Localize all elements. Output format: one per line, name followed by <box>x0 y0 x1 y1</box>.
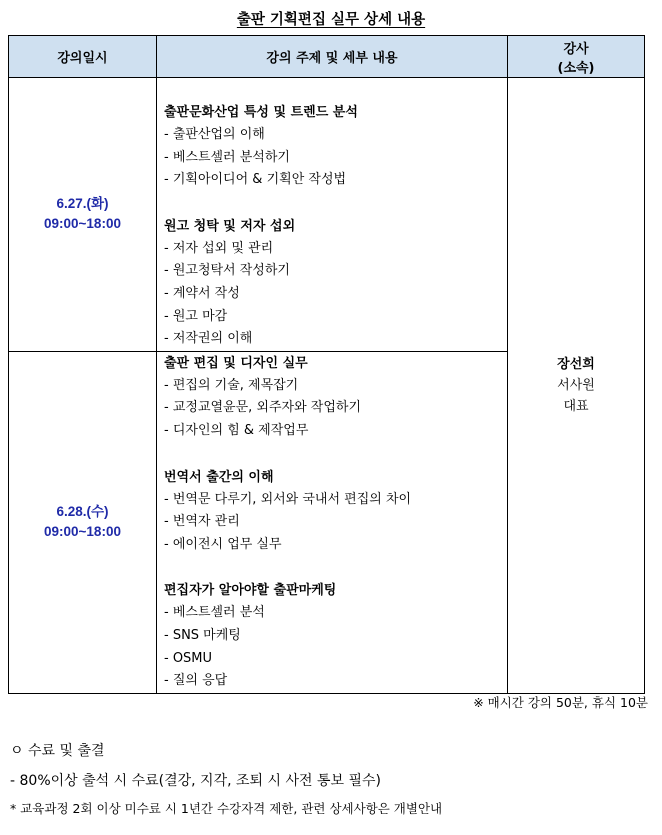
session-2-content <box>157 351 508 693</box>
schedule-table <box>8 35 645 694</box>
list-item: - 에이전시 업무 실무 <box>164 536 282 552</box>
completion-heading: ㅇ 수료 및 출결 <box>10 743 105 759</box>
session-2-datetime <box>9 351 157 693</box>
list-item: - 교정교열윤문, 외주자와 작업하기 <box>164 400 362 416</box>
page-title: 출판 기획편집 실무 상세 내용 <box>236 12 426 28</box>
list-item: - 번역문 다루기, 외서와 국내서 편집의 차이 <box>164 491 412 507</box>
instructor-name: 장선희 <box>557 356 595 372</box>
list-item: - 질의 응답 <box>164 673 228 689</box>
list-item: - 원고청탁서 작성하기 <box>164 263 290 279</box>
section-title: 출판 편집 및 디자인 실무 <box>164 355 308 371</box>
list-item: - SNS 마케팅 <box>164 627 241 643</box>
header-topic: 강의 주제 및 세부 내용 <box>157 36 508 78</box>
section-title: 출판문화산업 특성 및 트렌드 분석 <box>164 105 358 120</box>
list-item: - 디자인의 힘 & 제작업무 <box>164 422 309 438</box>
completion-footnote: * 교육과정 2회 이상 미수료 시 1년간 수강자격 제한, 관련 상세사항은 개별안내 <box>10 801 443 816</box>
list-item: - 출판산업의 이해 <box>164 127 265 142</box>
list-item: - 저자 섭외 및 관리 <box>164 240 274 256</box>
list-item: - 번역자 관리 <box>164 514 240 530</box>
session-1-time: 09:00~18:00 <box>44 216 121 232</box>
section-title: 원고 청탁 및 저자 섭외 <box>164 218 296 234</box>
instructor-role: 대표 <box>563 398 589 414</box>
list-item: - 베스트셀러 분석 <box>164 605 265 621</box>
session-2-time: 09:00~18:00 <box>44 524 121 540</box>
session-1-date: 6.27.(화) <box>56 196 109 212</box>
completion-rule: - 80%이상 출석 시 수료(결강, 지각, 조퇴 시 사전 통보 필수) <box>10 773 381 789</box>
instructor-cell <box>508 78 645 694</box>
list-item: - 저작권의 이해 <box>164 331 253 347</box>
section-title: 편집자가 알아야할 출판마케팅 <box>164 583 337 599</box>
header-instructor-affiliation: (소속) <box>557 60 595 76</box>
session-2-date: 6.28.(수) <box>56 504 109 520</box>
section-title: 번역서 출간의 이해 <box>164 469 274 485</box>
session-1-content <box>157 78 508 352</box>
instructor-org: 서사원 <box>557 377 595 393</box>
list-item: - 원고 마감 <box>164 308 228 324</box>
list-item: - 편집의 기술, 제목잡기 <box>164 377 299 393</box>
header-instructor <box>508 36 645 78</box>
session-row-1 <box>9 78 645 352</box>
list-item: - 기획아이디어 & 기획안 작성법 <box>164 172 347 188</box>
header-instructor-label: 강사 <box>563 41 589 57</box>
time-note: ※ 매시간 강의 50분, 휴식 10분 <box>473 695 648 710</box>
list-item: - 계약서 작성 <box>164 285 240 301</box>
header-date: 강의일시 <box>9 36 157 78</box>
session-1-datetime <box>9 78 157 352</box>
list-item: - 베스트셀러 분석하기 <box>164 149 290 165</box>
table-header-row <box>9 36 645 78</box>
list-item: - OSMU <box>164 650 213 666</box>
